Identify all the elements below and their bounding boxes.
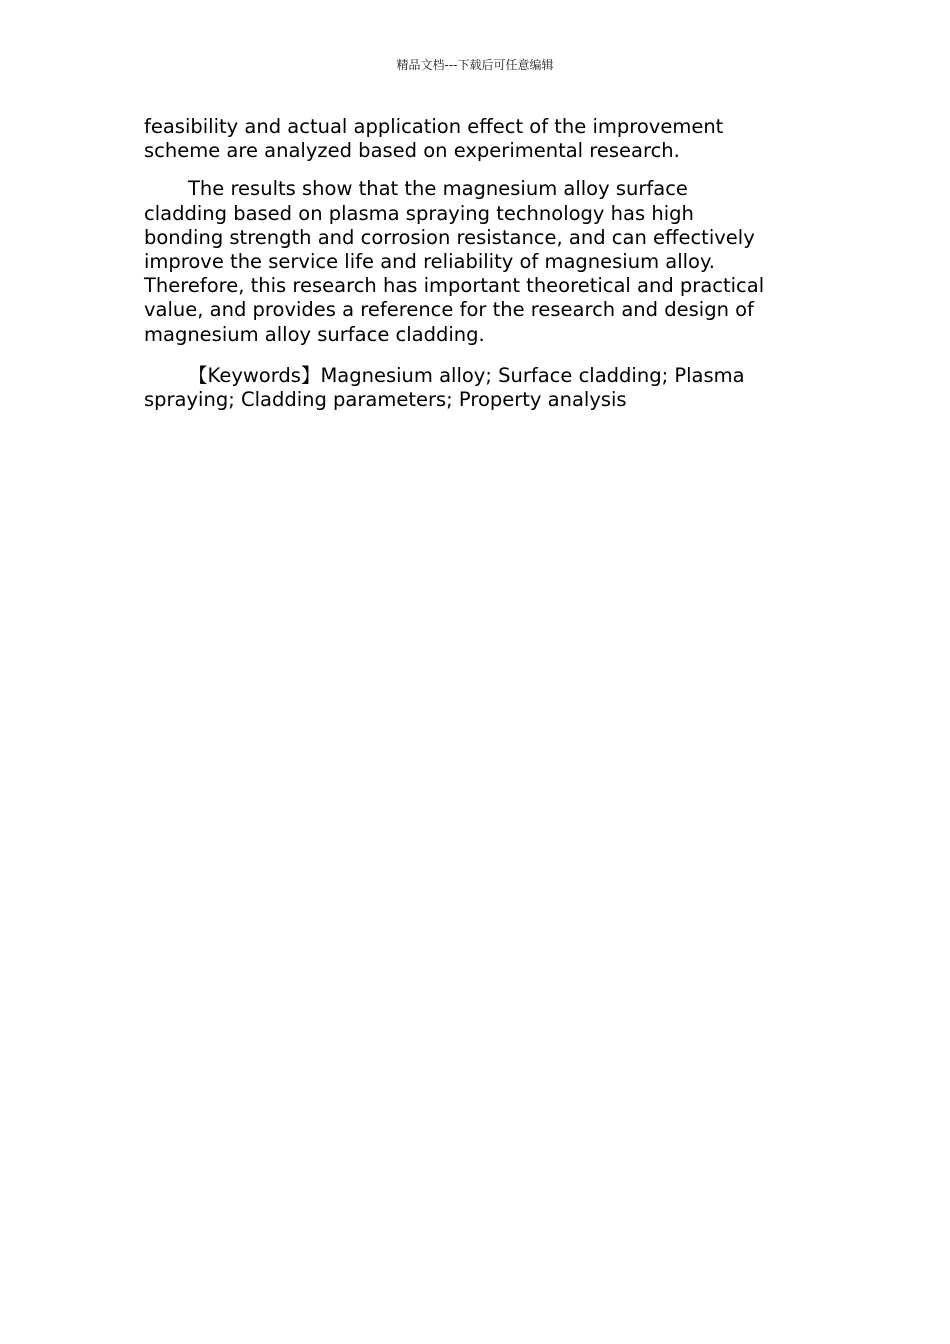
text-line: improve the service life and reliability of magnesium alloy. xyxy=(144,250,715,274)
text-line: cladding based on plasma spraying technology has high xyxy=(144,201,694,225)
keywords-line: 【Keywords】Magnesium alloy; Surface cladding; Plasma xyxy=(188,363,745,387)
text-line: magnesium alloy surface cladding. xyxy=(144,322,485,346)
text-line: feasibility and actual application effect of the improvement xyxy=(144,115,724,138)
paragraph-continuation xyxy=(144,115,814,163)
body-text xyxy=(144,115,814,412)
text-line: bonding strength and corrosion resistance, and can effectively xyxy=(144,225,755,249)
text-line: scheme are analyzed based on experimental research. xyxy=(144,139,680,163)
paragraph-keywords xyxy=(144,364,814,412)
paragraph-results xyxy=(144,177,814,346)
text-line: The results show that the magnesium alloy surface xyxy=(188,177,688,201)
keywords-line: spraying; Cladding parameters; Property analysis xyxy=(144,388,627,412)
text-line: Therefore, this research has important theoretical and practical xyxy=(144,274,765,298)
text-line: value, and provides a reference for the research and design of xyxy=(144,298,754,322)
page-header: 精品文档---下载后可任意编辑 xyxy=(396,58,554,72)
